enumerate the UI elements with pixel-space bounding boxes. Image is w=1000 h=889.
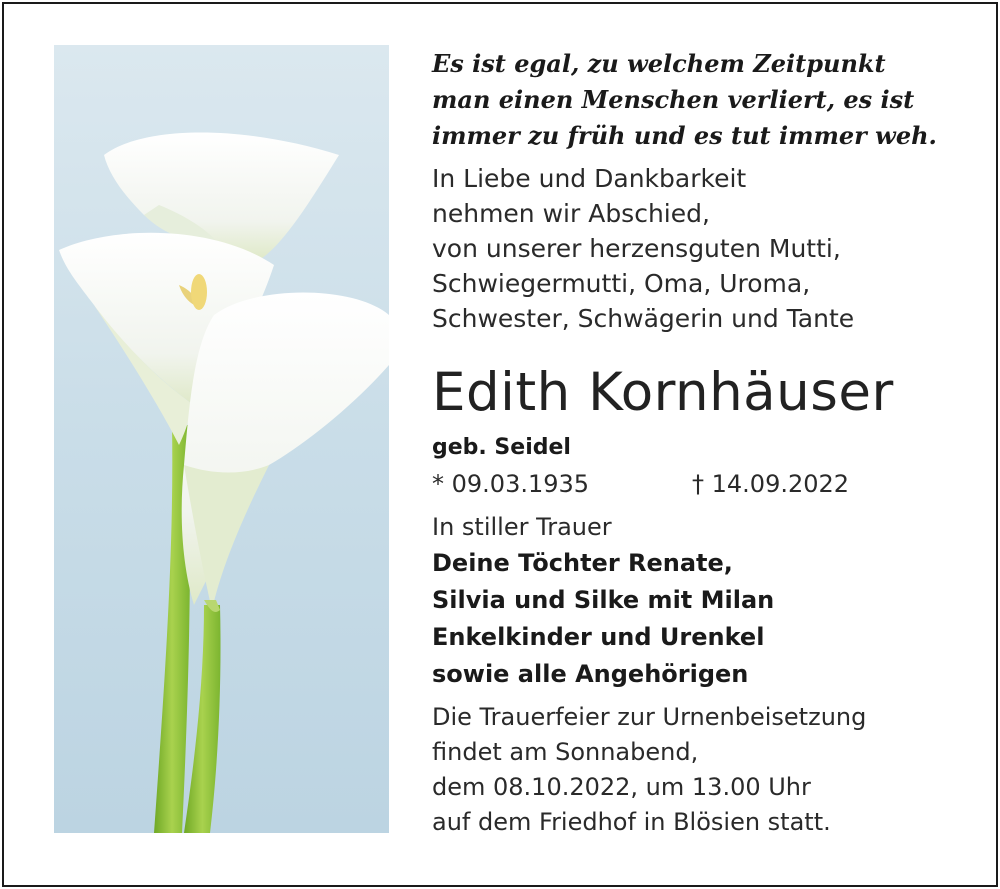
intro-line: Schwester, Schwägerin und Tante <box>432 304 855 333</box>
mourner-line: Silvia und Silke mit Milan <box>432 586 775 614</box>
death-date: † 14.09.2022 <box>692 470 850 498</box>
intro-line: von unserer herzensguten Mutti, <box>432 234 841 263</box>
intro-line: nehmen wir Abschied, <box>432 199 710 228</box>
life-dates <box>432 467 892 501</box>
service-info <box>432 700 866 840</box>
quote-line: man einen Menschen verliert, es ist <box>432 85 915 114</box>
quote-line: immer zu früh und es tut immer weh. <box>432 121 937 150</box>
service-line: findet am Sonnabend, <box>432 738 699 766</box>
maiden-name: geb. Seidel <box>432 435 571 460</box>
mourner-line: Enkelkinder und Urenkel <box>432 623 765 651</box>
intro-line: Schwiegermutti, Oma, Uroma, <box>432 269 811 298</box>
service-line: Die Trauerfeier zur Urnenbeisetzung <box>432 703 867 731</box>
quote <box>432 46 937 154</box>
mourner-line: Deine Töchter Renate, <box>432 549 733 577</box>
mourner-line: sowie alle Angehörigen <box>432 660 749 688</box>
mourners-list <box>432 545 774 693</box>
farewell-intro <box>432 161 854 336</box>
service-line: dem 08.10.2022, um 13.00 Uhr <box>432 773 811 801</box>
deceased-name: Edith Kornhäuser <box>432 362 894 423</box>
birth-date: * 09.03.1935 <box>432 470 590 498</box>
mourners-intro: In stiller Trauer <box>432 513 612 541</box>
calla-lily-image <box>54 45 389 833</box>
intro-line: In Liebe und Dankbarkeit <box>432 164 747 193</box>
quote-line: Es ist egal, zu welchem Zeitpunkt <box>432 49 886 78</box>
service-line: auf dem Friedhof in Blösien statt. <box>432 808 831 836</box>
